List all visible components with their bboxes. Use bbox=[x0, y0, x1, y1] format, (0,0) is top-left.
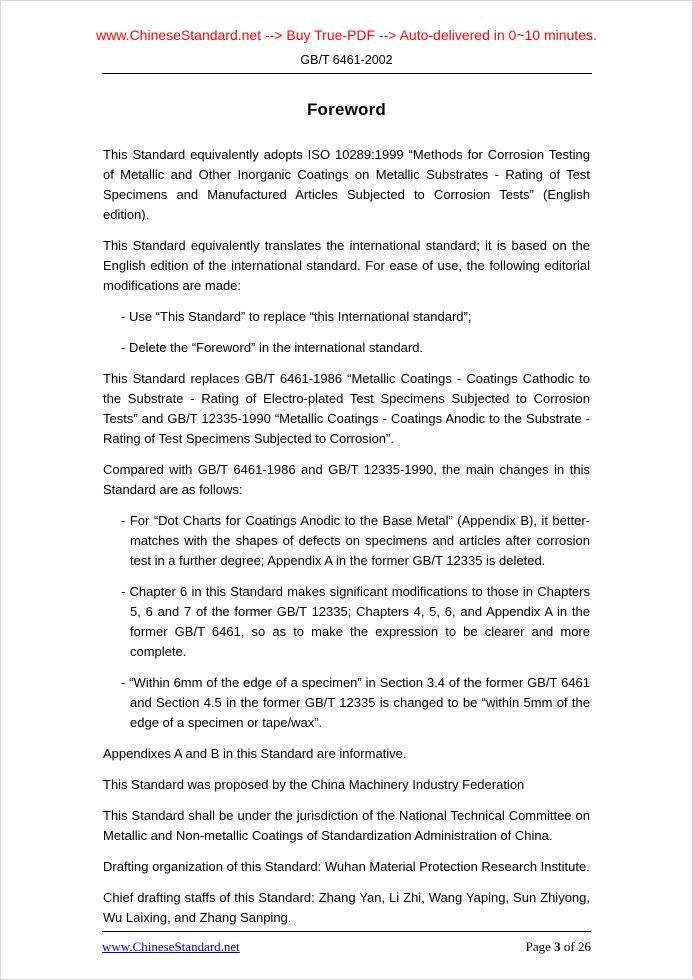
paragraph: Chief drafting staffs of this Standard: Zhang Yan, Li Zhi, Wang Yaping, Sun Zhiyong, Wu Laixing, and Zhang Sanping. bbox=[103, 890, 590, 925]
bullet-item: - Chapter 6 in this Standard makes significant modifications to those in Chapters 5, 6 and 7 of the former GB/T 12335; Chapters 4, 5, 6, and Appendix A in the former GB/T 6461, so as to make the expression to be clearer and more complete. bbox=[121, 584, 590, 659]
page-label-prefix: Page bbox=[525, 939, 555, 954]
paragraph: This Standard shall be under the jurisdiction of the National Technical Committee on Metallic and Non-metallic Coatings of Standardization Administration of China. bbox=[103, 808, 590, 843]
bullet-item: - “Within 6mm of the edge of a specimen” in Section 3.4 of the former GB/T 6461 and Section 4.5 in the former GB/T 12335 is changed to be “within 5mm of the edge of a specimen or tape/wax”. bbox=[121, 675, 590, 730]
footer-divider bbox=[102, 931, 591, 932]
paragraph: Compared with GB/T 6461-1986 and GB/T 12335-1990, the main changes in this Standard are as follows: bbox=[103, 462, 590, 497]
page-footer bbox=[102, 931, 591, 955]
document-body bbox=[1, 145, 692, 928]
promo-banner-link[interactable]: www.ChineseStandard.net --> Buy True-PDF --> Auto-delivered in 0~10 minutes. bbox=[96, 27, 597, 43]
paragraph: Drafting organization of this Standard: Wuhan Material Protection Research Institute. bbox=[103, 859, 590, 874]
paragraph: Appendixes A and B in this Standard are informative. bbox=[103, 746, 407, 761]
bullet-item: - For “Dot Charts for Coatings Anodic to the Base Metal” (Appendix B), it better-matches with the shapes of defects on specimens and articles after corrosion test in a further degree; Appendix A in the former GB/T 12335 is deleted. bbox=[121, 513, 590, 568]
paragraph: This Standard replaces GB/T 6461-1986 “Metallic Coatings - Coatings Cathodic to the Substrate - Rating of Electro-plated Test Specimens Subjected to Corrosion Tests” and GB/T 12335-1990 “Metallic Coatings - Coatings Anodic to the Substrate - Rating of Test Specimens Subjected to Corrosion”. bbox=[103, 371, 590, 446]
paragraph: This Standard was proposed by the China Machinery Industry Federation bbox=[103, 777, 525, 792]
header-divider bbox=[102, 73, 592, 74]
bullet-item: - Delete the “Foreword” in the international standard. bbox=[121, 340, 424, 355]
doc-number: GB/T 6461-2002 bbox=[300, 53, 393, 67]
bullet-item: - Use “This Standard” to replace “this International standard”; bbox=[121, 309, 472, 324]
page-number-label bbox=[526, 939, 591, 955]
paragraph: This Standard equivalently adopts ISO 10289:1999 “Methods for Corrosion Testing of Metallic and Other Inorganic Coatings on Metallic Substrates - Rating of Test Specimens and Manufactured Articles Subjected to Corrosion Tests” (English edition). bbox=[103, 147, 590, 222]
page-number: 3 bbox=[554, 939, 561, 954]
footer-site-link[interactable]: www.ChineseStandard.net bbox=[102, 939, 240, 954]
paragraph: This Standard equivalently translates the international standard; it is based on the English edition of the international standard. For ease of use, the following editorial modifications are made: bbox=[103, 238, 590, 293]
page-title: Foreword bbox=[306, 100, 387, 119]
page-label-suffix: of 26 bbox=[560, 939, 591, 954]
